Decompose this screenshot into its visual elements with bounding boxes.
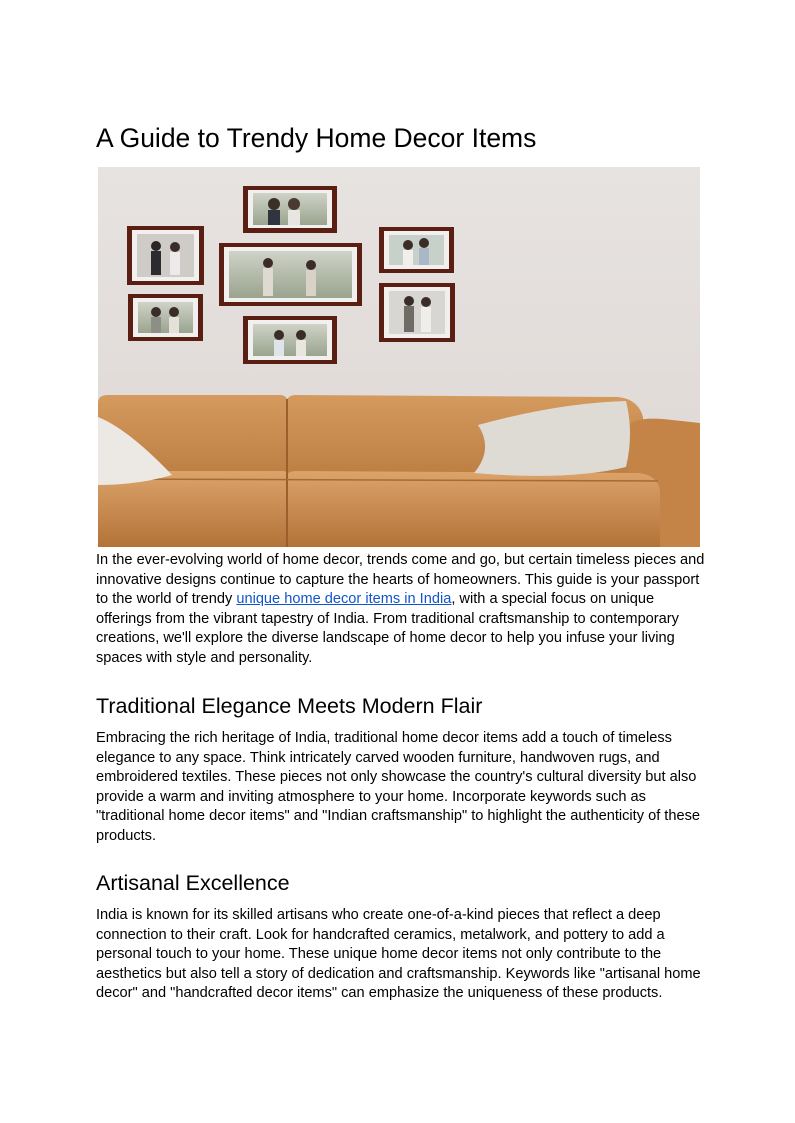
photo-frame-left-bottom	[128, 294, 203, 341]
intro-text-before-link: In the ever-evolving world of home decor, trends come and go, but certain timeless pieces and innovative designs continue to capture the hearts of homeowners. This guide is your passport to the world of trendy	[96, 552, 705, 608]
photo-frame-center-large	[219, 243, 362, 306]
photo-frame-left-top	[127, 226, 204, 285]
section-body-artisanal: India is known for its skilled artisans who create one-of-a-kind pieces that reflect a deep connection to their craft. Look for handcrafted ceramics, metalwork, and pottery to add a personal touch to your home. These unique home decor items not only contribute to the aesthetics but also tell a story of dedication and craftsmanship. Keywords like "artisanal home decor" and "handcrafted decor items" can emphasize the uniqueness of these products.	[96, 907, 701, 1002]
intro-paragraph	[96, 551, 706, 669]
page-title: A Guide to Trendy Home Decor Items	[96, 123, 537, 153]
photo-frame-center-bottom	[243, 316, 337, 364]
section-heading-traditional: Traditional Elegance Meets Modern Flair	[96, 694, 483, 718]
photo-frame-right-bottom	[379, 283, 455, 342]
section-heading-artisanal: Artisanal Excellence	[96, 871, 290, 895]
photo-frame-top-center	[243, 186, 337, 233]
photo-frame-right-top	[379, 227, 454, 273]
home-decor-link[interactable]: unique home decor items in India	[236, 591, 452, 608]
hero-image	[98, 167, 700, 547]
intro-text-after-link: , with a special focus on unique offerings from the vibrant tapestry of India. From traditional craftsmanship to contemporary creations, we'll explore the diverse landscape of home decor to help you infuse your living spaces with style and personality.	[96, 591, 679, 666]
section-body-traditional: Embracing the rich heritage of India, traditional home decor items add a touch of timeless elegance to any space. Think intricately carved wooden furniture, handwoven rugs, and embroidered textiles. These pieces not only showcase the country's cultural diversity but also provide a warm and inviting atmosphere to your home. Incorporate keywords such as "traditional home decor items" and "Indian craftsmanship" to highlight the authenticity of these products.	[96, 730, 701, 844]
